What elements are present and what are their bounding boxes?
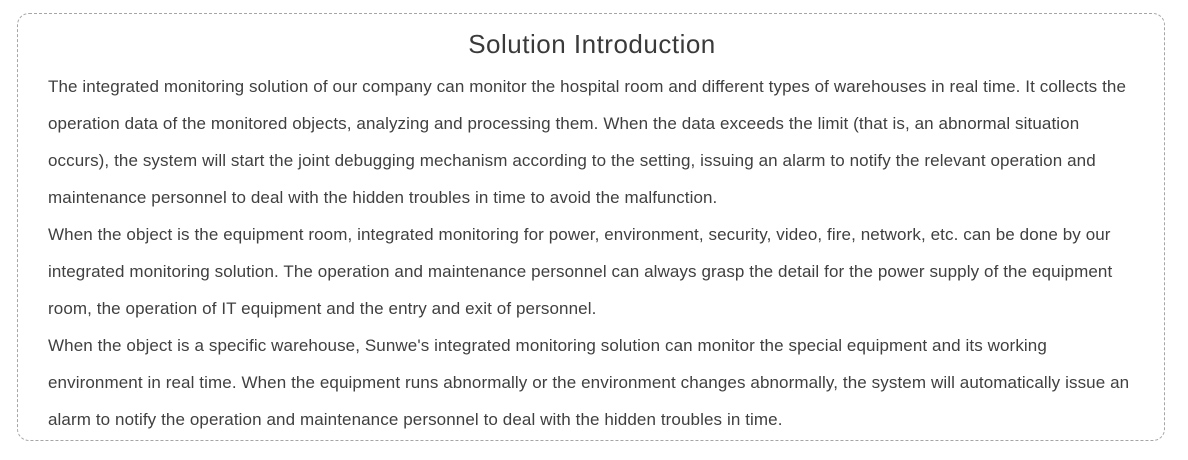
paragraph-overview: The integrated monitoring solution of our company can monitor the hospital room and different types of warehouses in real time. It collects the operation data of the monitored objects, analyzing and processing them. When the data exceeds the limit (that is, an abnormal situation occurs), the system will start the joint debugging mechanism according to the setting, issuing an alarm to notify the relevant operation and maintenance personnel to deal with the hidden troubles in time to avoid the malfunction. [48, 77, 1127, 207]
paragraph-specific-warehouse: When the object is a specific warehouse, Sunwe's integrated monitoring solution can monitor the special equipment and its working environment in real time. When the equipment runs abnormally or the environment changes abnormally, the system will automatically issue an alarm to notify the operation and maintenance personnel to deal with the hidden troubles in time. [48, 336, 1130, 429]
page-title: Solution Introduction [468, 29, 716, 59]
paragraph-equipment-room: When the object is the equipment room, integrated monitoring for power, environment, security, video, fire, network, etc. can be done by our integrated monitoring solution. The operation and maintenance personnel can always grasp the detail for the power supply of the equipment room, the operation of IT equipment and the entry and exit of personnel. [48, 225, 1113, 318]
solution-introduction-panel [17, 13, 1165, 441]
solution-description [48, 68, 1136, 438]
